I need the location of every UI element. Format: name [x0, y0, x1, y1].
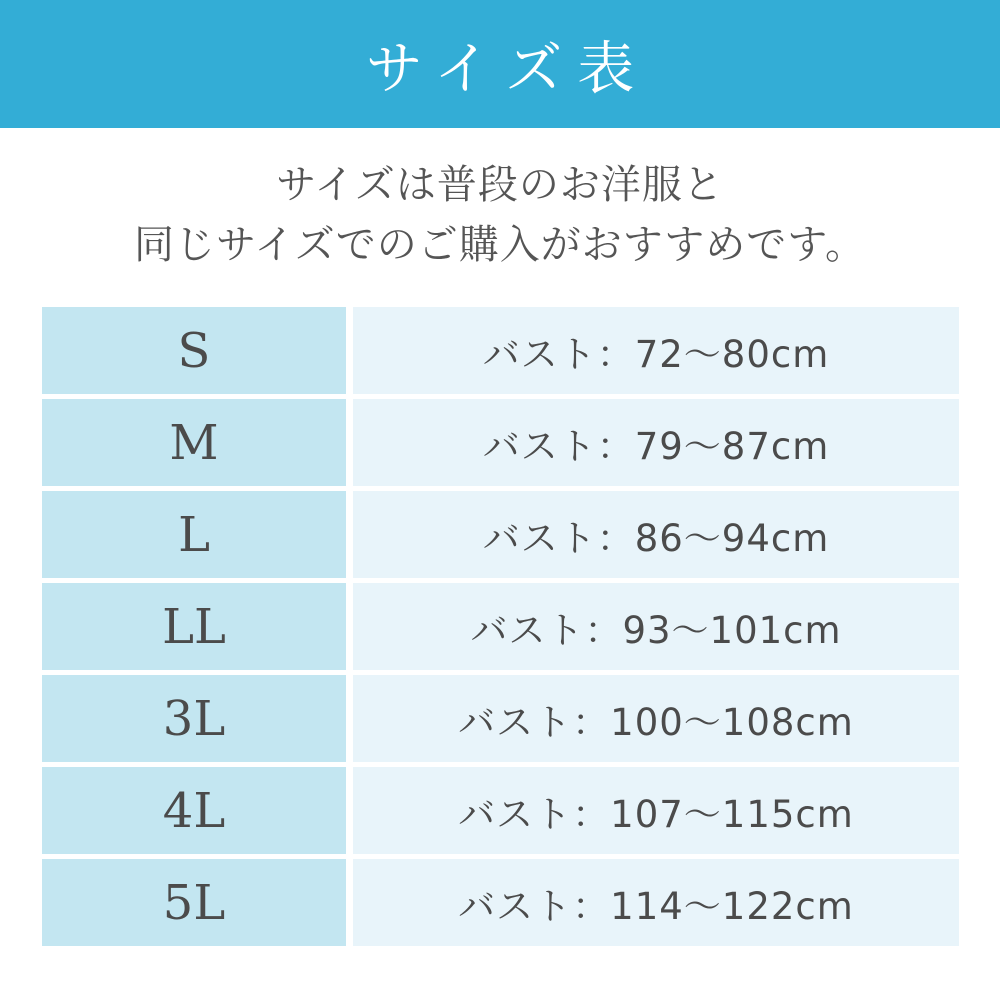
size-label-cell: 5L: [42, 859, 346, 946]
bust-value-cell: バスト：107〜115cm: [353, 767, 959, 854]
bust-value-cell: バスト：72〜80cm: [353, 307, 959, 394]
size-label-cell: S: [42, 307, 346, 394]
table-row: [42, 491, 959, 578]
bust-value-cell: バスト：114〜122cm: [353, 859, 959, 946]
table-row: [42, 583, 959, 670]
bust-value-cell: バスト：100〜108cm: [353, 675, 959, 762]
bust-value-cell: バスト：79〜87cm: [353, 399, 959, 486]
size-label-cell: LL: [42, 583, 346, 670]
bust-value-cell: バスト：86〜94cm: [353, 491, 959, 578]
size-label-cell: M: [42, 399, 346, 486]
intro-line-2: 同じサイズでのご購入がおすすめです。: [134, 222, 866, 268]
header-banner: [0, 0, 1000, 128]
table-row: [42, 859, 959, 946]
bust-value-cell: バスト：93〜101cm: [353, 583, 959, 670]
table-row: [42, 675, 959, 762]
table-row: [42, 307, 959, 394]
size-label-cell: L: [42, 491, 346, 578]
intro-line-1: サイズは普段のお洋服と: [276, 162, 724, 208]
size-table: [42, 307, 959, 946]
size-label-cell: 4L: [42, 767, 346, 854]
intro-text: [0, 155, 1000, 275]
table-row: [42, 399, 959, 486]
size-label-cell: 3L: [42, 675, 346, 762]
page-title: サイズ表: [365, 36, 650, 102]
table-row: [42, 767, 959, 854]
